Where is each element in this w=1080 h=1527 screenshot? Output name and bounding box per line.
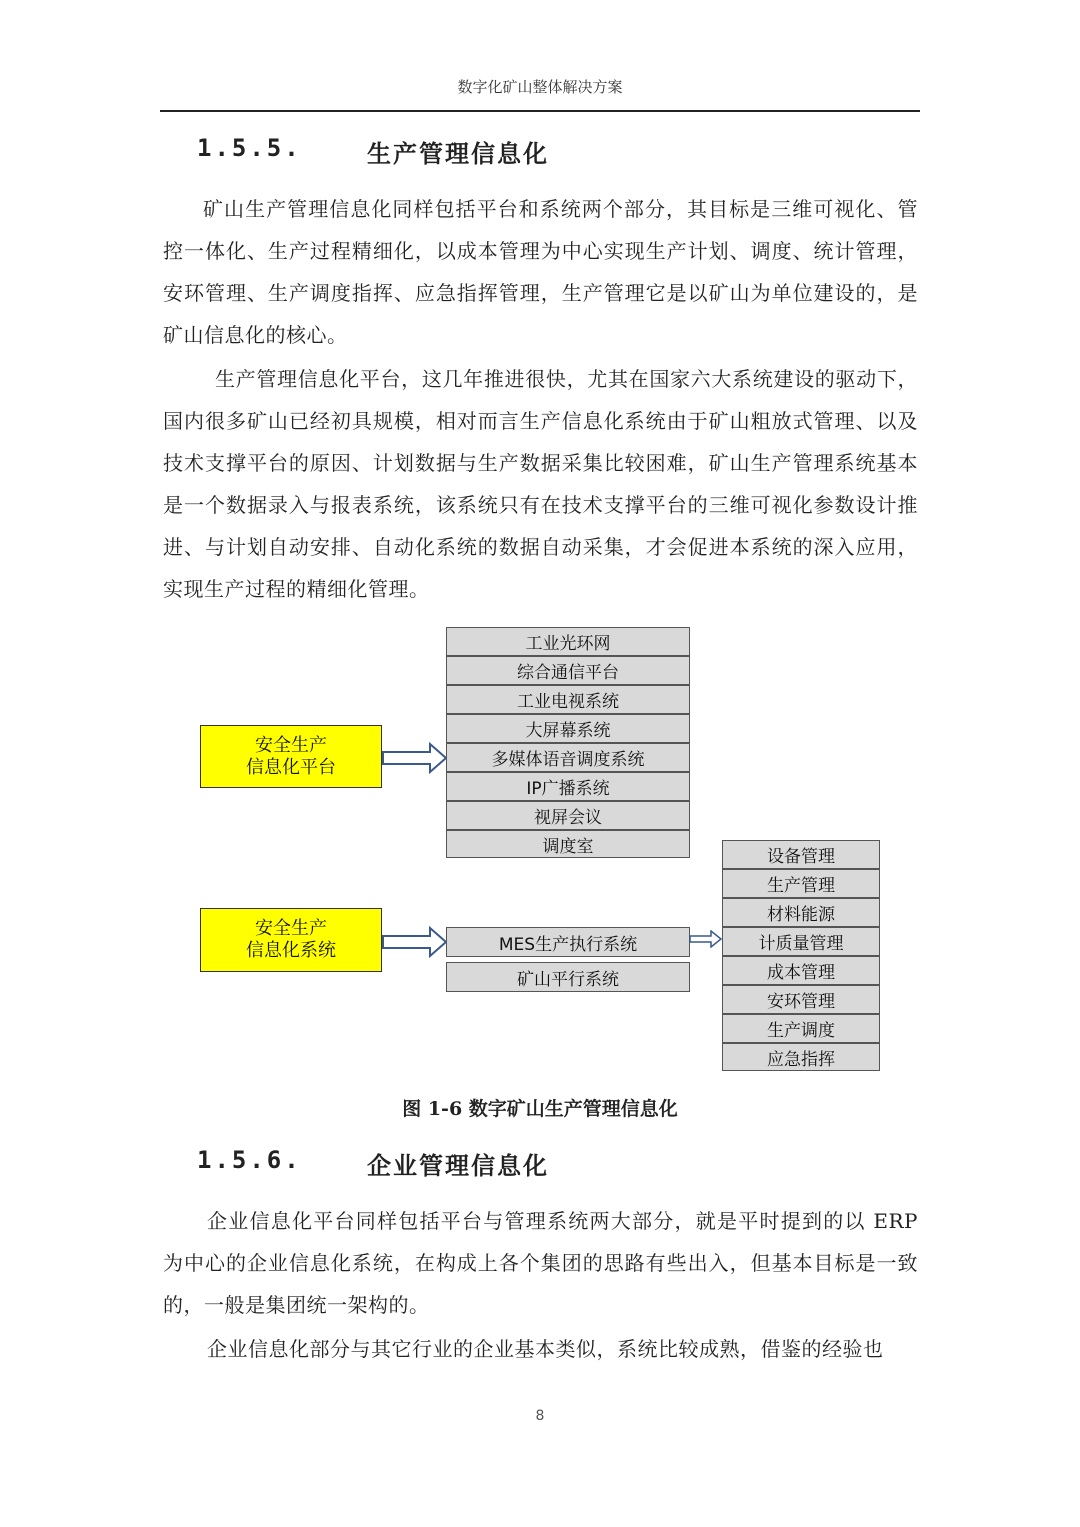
system-line2: 信息化系统 bbox=[246, 940, 336, 961]
platform-line2: 信息化平台 bbox=[246, 756, 336, 778]
system-item: MES生产执行系统 bbox=[446, 927, 690, 957]
paragraph: 矿山生产管理信息化同样包括平台和系统两个部分，其目标是三维可视化、管控一体化、生产过程精细化，以成本管理为中心实现生产计划、调度、统计管理，安环管理、生产调度指挥、应急指挥管理，生产管理它是以矿山为单位建设的，是矿山信息化的核心。 bbox=[163, 197, 918, 347]
platform-item: 综合通信平台 bbox=[446, 656, 690, 685]
mes-item: 计质量管理 bbox=[722, 927, 880, 956]
system-box bbox=[200, 908, 382, 972]
system-item: 矿山平行系统 bbox=[446, 962, 690, 992]
figure-caption: 图 1-6 数字矿山生产管理信息化 bbox=[402, 1098, 678, 1120]
mes-item: 生产调度 bbox=[722, 1014, 880, 1043]
platform-item: 工业光环网 bbox=[446, 627, 690, 656]
platform-item: IP广播系统 bbox=[446, 772, 690, 801]
section-number: 1.5.5. bbox=[197, 134, 302, 162]
page-number: 8 bbox=[535, 1408, 545, 1424]
platform-line1: 安全生产 bbox=[255, 734, 327, 756]
mes-item: 安环管理 bbox=[722, 985, 880, 1014]
section-title: 企业管理信息化 bbox=[367, 1152, 549, 1180]
platform-item: 工业电视系统 bbox=[446, 685, 690, 714]
header-rule bbox=[160, 110, 920, 112]
paragraph: 生产管理信息化平台，这几年推进很快，尤其在国家六大系统建设的驱动下，国内很多矿山已经初具规模，相对而言生产信息化系统由于矿山粗放式管理、以及技术支撑平台的原因、计划数据与生产数据采集比较困难，矿山生产管理系统基本是一个数据录入与报表系统，该系统只有在技术支撑平台的三维可视化参数设计推进、与计划自动安排、自动化系统的数据自动采集，才会促进本系统的深入应用，实现生产过程的精细化管理。 bbox=[163, 367, 918, 601]
running-header: 数字化矿山整体解决方案 bbox=[457, 78, 623, 96]
platform-item: 大屏幕系统 bbox=[446, 714, 690, 743]
platform-box bbox=[200, 725, 382, 788]
mes-arrow-icon bbox=[689, 930, 723, 948]
platform-arrow-icon bbox=[382, 742, 448, 774]
mes-item: 材料能源 bbox=[722, 898, 880, 927]
mes-item: 生产管理 bbox=[722, 869, 880, 898]
platform-item: 多媒体语音调度系统 bbox=[446, 743, 690, 772]
section-title: 生产管理信息化 bbox=[367, 140, 549, 168]
paragraph: 企业信息化平台同样包括平台与管理系统两大部分，就是平时提到的以 ERP 为中心的企业信息化系统，在构成上各个集团的思路有些出入，但基本目标是一致的，一般是集团统一架构的。 bbox=[163, 1209, 918, 1317]
platform-item: 视屏会议 bbox=[446, 801, 690, 830]
section-number: 1.5.6. bbox=[197, 1146, 302, 1174]
mes-item: 成本管理 bbox=[722, 956, 880, 985]
mes-item: 设备管理 bbox=[722, 840, 880, 869]
system-line1: 安全生产 bbox=[255, 918, 327, 939]
system-arrow-icon bbox=[382, 926, 448, 958]
platform-item: 调度室 bbox=[446, 830, 690, 858]
paragraph: 企业信息化部分与其它行业的企业基本类似，系统比较成熟，借鉴的经验也 bbox=[207, 1337, 884, 1361]
mes-item: 应急指挥 bbox=[722, 1043, 880, 1071]
